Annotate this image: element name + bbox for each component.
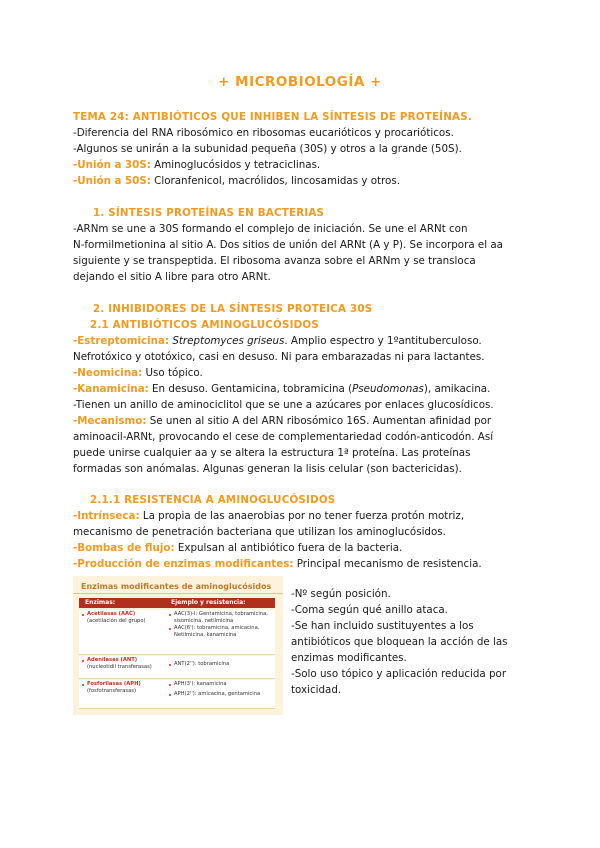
text-50s: Cloranfenicol, macrólidos, lincosamidas y otros. — [150, 175, 400, 187]
bullet-icon — [82, 684, 84, 686]
bullet-icon — [169, 684, 171, 686]
section-2-1-heading: 2.1 ANTIBIÓTICOS AMINOGLUCÓSIDOS — [90, 319, 319, 331]
table-row — [79, 656, 275, 679]
produccion-line — [73, 556, 482, 572]
table-example: APH(3'): kanamicina — [174, 681, 227, 687]
bullet-icon — [82, 660, 84, 662]
table-col-enzimas: Enzimas: — [85, 599, 116, 606]
tema-line-2: -Algunos se unirán a la subunidad pequeña (30S) y otros a la grande (50S). — [73, 143, 462, 155]
s1-line-3: siguiente y se transpeptida. El ribosoma avanza sobre el ARNm y se transloca — [73, 255, 476, 267]
side-note-1: -Nº según posición. — [291, 588, 391, 600]
intrinseca-line-2: mecanismo de penetración bacteriana que utilizan los aminoglucósidos. — [73, 526, 446, 538]
side-note-6: -Solo uso tópico y aplicación reducida por — [291, 668, 507, 680]
species-name: Streptomyces griseus — [172, 335, 285, 347]
text-30s: Aminoglucósidos y tetraciclinas. — [150, 159, 321, 171]
table-enzyme-desc: (fosfotransferasas) — [87, 688, 137, 694]
table-divider — [73, 593, 283, 594]
table-row — [79, 610, 275, 655]
tema-heading: TEMA 24: ANTIBIÓTICOS QUE INHIBEN LA SÍNTESIS DE PROTEÍNAS. — [73, 111, 472, 123]
bullet-icon — [169, 628, 171, 630]
side-note-5: enzimas modificantes. — [291, 652, 407, 664]
table-enzyme: Acetilasas (AAC) — [87, 611, 136, 617]
table-example: sisomicina, netilmicina — [174, 618, 234, 624]
anillo-line: -Tienen un anillo de aminociclitol que se une a azúcares por enlaces glucosídicos. — [73, 399, 494, 411]
side-note-2: -Coma según qué anillo ataca. — [291, 604, 448, 616]
bullet-icon — [169, 694, 171, 696]
kanamicina-label: -Kanamicina: — [73, 383, 149, 395]
section-2-heading: 2. INHIBIDORES DE LA SÍNTESIS PROTEICA 30S — [93, 303, 373, 315]
bombas-line — [73, 540, 402, 556]
table-example: Netilmicina, kanamicina — [174, 632, 237, 638]
table-row — [79, 680, 275, 709]
bombas-text: Expulsan al antibiótico fuera de la bacteria. — [174, 542, 403, 554]
table-example: AAC(6'): tobramicina, amicacina, — [174, 625, 260, 631]
enzymes-table-image — [73, 576, 283, 715]
produccion-label: -Producción de enzimas modificantes: — [73, 558, 294, 570]
table-enzyme-desc: (acetilación del grupo) — [87, 618, 146, 624]
tema-line-1: -Diferencia del RNA ribosómico en ribosomas eucarióticos y procarióticos. — [73, 127, 454, 139]
mecanismo-line — [73, 413, 491, 429]
tema-line-50s — [73, 173, 400, 189]
bullet-icon — [169, 614, 171, 616]
intrinseca-text: La propia de las anaerobias por no tener fuerza protón motriz, — [139, 510, 465, 522]
section-1-heading: 1. SÍNTESIS PROTEÍNAS EN BACTERIAS — [93, 207, 325, 219]
side-note-3: -Se han incluido sustituyentes a los — [291, 620, 474, 632]
mecanismo-line-2: aminoacil-ARNt, provocando el cese de complementariedad codón-anticodón. Así — [73, 431, 494, 443]
s1-line-2: N-formilmetionina al sitio A. Dos sitios de unión del ARNt (A y P). Se incorpora el aa — [73, 239, 503, 251]
tema-line-30s — [73, 157, 320, 173]
pseudomonas-name: Pseudomonas — [352, 383, 424, 395]
produccion-text: Principal mecanismo de resistencia. — [293, 558, 482, 570]
mecanismo-label: -Mecanismo: — [73, 415, 147, 427]
neomicina-label: -Neomicina: — [73, 367, 143, 379]
kanamicina-line — [73, 381, 490, 397]
bullet-icon — [82, 614, 84, 616]
neomicina-text: Uso tópico. — [142, 367, 203, 379]
table-header-row — [79, 598, 275, 608]
mecanismo-line-4: formadas son anómalas. Algunas generan la lisis celular (son bactericidas). — [73, 463, 462, 475]
mecanismo-line-3: puede unirse cualquier aa y se altera la estructura 1ª proteína. Las proteínas — [73, 447, 471, 459]
kanamicina-text-1: En desuso. Gentamicina, tobramicina ( — [148, 383, 353, 395]
label-50s: -Unión a 50S: — [73, 175, 151, 187]
intrinseca-label: -Intrínseca: — [73, 510, 140, 522]
section-2-1-1-heading: 2.1.1 RESISTENCIA A AMINOGLUCÓSIDOS — [90, 494, 336, 506]
table-title: Enzimas modificantes de aminoglucósidos — [81, 582, 272, 591]
bullet-icon — [169, 664, 171, 666]
table-example: APH(2''): amicacina, gentamicina — [174, 691, 261, 697]
estreptomicina-line-2: Nefrotóxico y ototóxico, casi en desuso. Ni para embarazadas ni para lactantes. — [73, 351, 485, 363]
intrinseca-line — [73, 508, 464, 524]
estreptomicina-label: -Estreptomicina: — [73, 335, 170, 347]
table-example: AAC(3)-I: Gentamicina, tobramicina, — [174, 611, 268, 617]
side-note-7: toxicidad. — [291, 684, 342, 696]
s1-line-1: -ARNm se une a 30S formando el complejo de iniciación. Se une el ARNt con — [73, 223, 468, 235]
s1-line-4: dejando el sitio A libre para otro ARNt. — [73, 271, 271, 283]
table-example: ANT(2''): tobramicina — [174, 661, 230, 667]
label-30s: -Unión a 30S: — [73, 159, 151, 171]
mecanismo-text: Se unen al sitio A del ARN ribosómico 16S. Aumentan afinidad por — [146, 415, 492, 427]
neomicina-line — [73, 365, 203, 381]
kanamicina-text-2: ), amikacina. — [423, 383, 491, 395]
table-col-ejemplo: Ejemplo y resistencia: — [171, 599, 246, 606]
estreptomicina-text: . Amplio espectro y 1ºantituberculoso. — [284, 335, 482, 347]
table-enzyme-desc: (nucleotidil transferasas) — [87, 664, 152, 670]
bombas-label: -Bombas de flujo: — [73, 542, 175, 554]
table-enzyme: Fosforilasas (APH) — [87, 681, 141, 687]
estreptomicina-line — [73, 333, 482, 349]
table-enzyme: Adenilasas (ANT) — [87, 657, 138, 663]
side-note-4: antibióticos que bloquean la acción de las — [291, 636, 508, 648]
page-title: + MICROBIOLOGÍA + — [218, 74, 382, 90]
